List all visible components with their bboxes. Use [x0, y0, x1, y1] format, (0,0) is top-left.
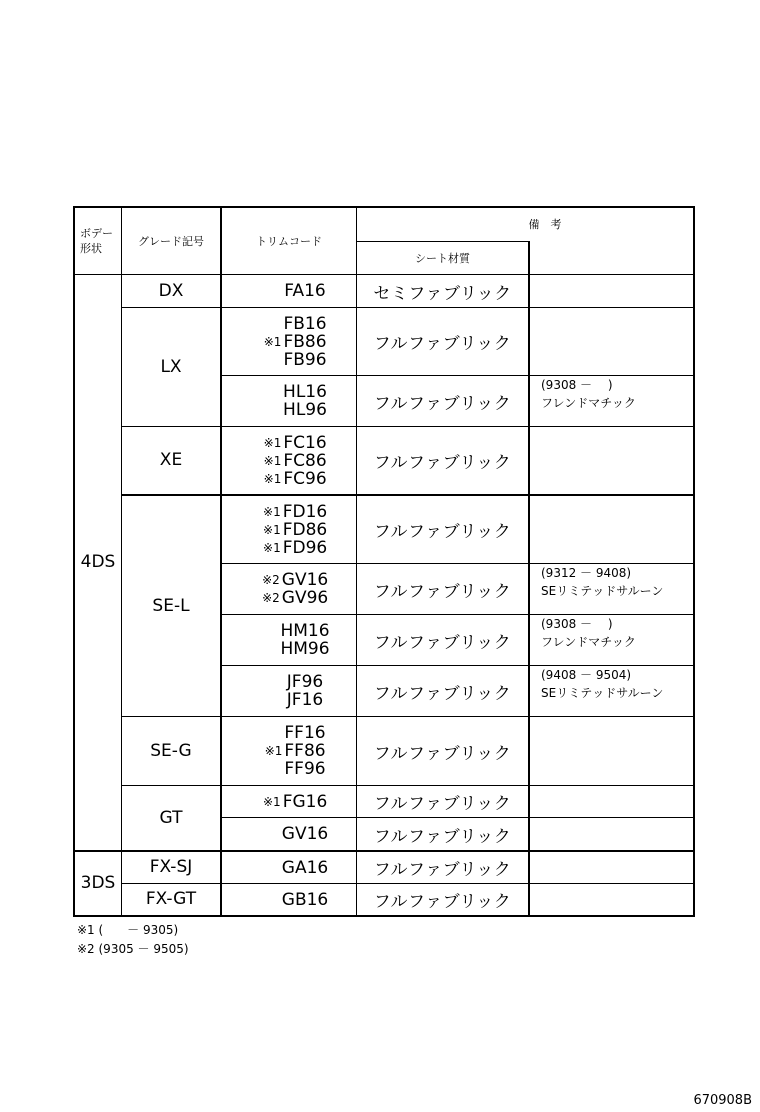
footnote-mark: [255, 673, 287, 691]
remark-period: (9308 － ): [541, 617, 613, 631]
trim-code-value: FB86: [283, 331, 327, 352]
trim-code-value: FF86: [284, 741, 326, 761]
trim-code-cell: [222, 852, 356, 883]
footnote-mark: [252, 282, 284, 300]
trim-code: [251, 452, 326, 470]
trim-code-cell: [222, 427, 356, 494]
footnote-mark: ※1: [263, 540, 281, 555]
seat-material: フルファブリック: [373, 393, 512, 414]
footnote-mark: [251, 351, 283, 369]
trim-code-value: FB96: [283, 349, 327, 370]
trim-code: [250, 825, 328, 843]
trim-code-value: GV16: [281, 824, 329, 844]
seat-material: フルファブリック: [373, 743, 512, 764]
trim-code-value: HL96: [283, 400, 327, 420]
document-id: 670908B: [693, 1093, 752, 1108]
trim-code-value: GB16: [281, 889, 329, 910]
trim-code: [250, 891, 328, 909]
trim-code-value: FD16: [282, 501, 328, 522]
remark-period: (9408 － 9504): [541, 668, 632, 682]
trim-code: [251, 434, 326, 452]
footnote-mark: ※1: [263, 435, 282, 450]
trim-code-value: HM16: [280, 621, 330, 641]
trim-code-cell: [222, 786, 356, 817]
grade-fx-sj: FX-SJ: [149, 857, 193, 877]
trim-code-value: HL16: [283, 382, 327, 402]
trim-code-value: FB16: [283, 313, 327, 334]
trim-code: [252, 760, 325, 778]
trim-code-value: GV96: [281, 588, 329, 608]
seat-material: フルファブリック: [373, 826, 512, 847]
trim-code-value: FA16: [284, 281, 326, 301]
trim-code: [250, 859, 328, 877]
remark-note: フレンドマチック: [541, 396, 636, 410]
grade-xe: XE: [159, 450, 183, 470]
trim-code-cell: [222, 564, 356, 614]
header-body-shape-line2: 形状: [80, 242, 102, 255]
trim-code: [248, 622, 329, 640]
seat-material: フルファブリック: [373, 860, 512, 880]
trim-code: [251, 793, 328, 811]
footnote-mark: [251, 383, 283, 401]
trim-code: [251, 539, 328, 557]
footnote-2: ※2 (9305 － 9505): [77, 942, 189, 956]
table-border-bottom: [73, 915, 695, 917]
remark-cell: [530, 666, 693, 716]
footnote-mark: ※1: [263, 453, 282, 468]
grade-fx-gt: FX-GT: [145, 889, 197, 909]
trim-code-cell: [222, 496, 356, 563]
header-grade-code: グレード記号: [138, 234, 204, 248]
trim-code: [251, 503, 328, 521]
trim-code-value: JF16: [286, 690, 324, 710]
seat-material: セミファブリック: [373, 283, 512, 304]
seat-material: フルファブリック: [373, 522, 512, 542]
footnote-mark: [250, 859, 282, 877]
trim-code-value: FD96: [282, 537, 328, 558]
seat-material: フルファブリック: [373, 581, 512, 602]
footnote-mark: [252, 760, 284, 778]
trim-code-value: FF16: [284, 723, 326, 743]
trim-code: [251, 401, 327, 419]
grade-gt: GT: [159, 807, 183, 828]
grade-dx: DX: [158, 280, 184, 301]
trim-code: [248, 640, 329, 658]
remark-cell: [530, 564, 693, 614]
footnote-mark: ※1: [264, 744, 283, 758]
trim-code: [251, 383, 327, 401]
trim-code-cell: [222, 376, 356, 426]
seat-material: フルファブリック: [373, 892, 512, 912]
seat-material: フルファブリック: [373, 453, 512, 473]
trim-code-value: GV16: [281, 570, 329, 590]
header-trim-code: トリムコード: [256, 234, 322, 248]
remark-period: (9308 － ): [541, 378, 613, 392]
trim-code-value: FC96: [283, 468, 327, 489]
trim-code-value: FC86: [283, 450, 327, 471]
footnote-mark: ※1: [263, 794, 281, 809]
trim-code-value: GA16: [281, 857, 329, 878]
remark-note: フレンドマチック: [541, 635, 636, 649]
trim-code: [251, 470, 326, 488]
trim-code: [255, 673, 323, 691]
footnote-mark: ※1: [263, 504, 281, 519]
footnote-mark: [251, 315, 283, 333]
trim-code-value: HM96: [280, 639, 330, 659]
remark-note: SEリミテッドサルーン: [541, 686, 664, 700]
trim-code-cell: [222, 615, 356, 665]
seat-material: フルファブリック: [373, 632, 512, 653]
grade-se-g: SE-G: [150, 740, 192, 761]
trim-code-cell: [222, 717, 356, 785]
trim-code-value: JF96: [286, 672, 324, 692]
grade-lx: LX: [160, 356, 182, 377]
trim-code: [252, 742, 325, 760]
trim-code-cell: [222, 818, 356, 850]
footnote-mark: ※1: [263, 334, 282, 349]
footnote-mark: ※1: [263, 522, 281, 537]
trim-code: [251, 351, 326, 369]
body-shape-4ds: 4DS: [80, 552, 116, 572]
trim-code-cell: [222, 884, 356, 915]
footnote-mark: [248, 622, 280, 640]
footnote-mark: [252, 724, 284, 742]
remark-period: (9312 － 9408): [541, 566, 632, 580]
seat-material: フルファブリック: [373, 794, 512, 814]
table-border-right: [693, 206, 695, 917]
footnote-mark: ※2: [262, 573, 280, 587]
trim-code: [255, 691, 323, 709]
trim-code: [252, 282, 325, 300]
header-remarks: 備 考: [528, 218, 562, 231]
trim-code: [251, 333, 326, 351]
trim-code: [251, 521, 328, 539]
trim-code-value: FC16: [283, 432, 327, 453]
footnote-mark: [255, 691, 287, 709]
footnote-1: ※1 ( － 9305): [77, 923, 179, 937]
trim-code-cell: [222, 308, 356, 375]
remark-cell: [530, 376, 693, 426]
trim-code-value: FG16: [282, 791, 328, 812]
grade-se-l: SE-L: [152, 595, 190, 616]
footnote-mark: [248, 640, 280, 658]
seat-material: フルファブリック: [373, 334, 512, 354]
header-seat-material: シート材質: [415, 251, 470, 265]
trim-code: [251, 315, 326, 333]
trim-code: [252, 724, 325, 742]
footnote-mark: ※1: [263, 471, 282, 486]
remark-note: SEリミテッドサルーン: [541, 584, 664, 598]
footnote-mark: [250, 891, 282, 909]
trim-code-cell: [222, 666, 356, 716]
trim-code-value: FD86: [282, 519, 328, 540]
footnote-mark: [251, 401, 283, 419]
body-shape-3ds: 3DS: [80, 873, 116, 893]
trim-code: [250, 589, 328, 607]
trim-code: [250, 571, 328, 589]
footnote-mark: [250, 825, 282, 843]
header-body-shape: [75, 208, 121, 274]
header-body-shape-line1: ボデー: [80, 227, 113, 240]
seat-material: フルファブリック: [373, 683, 512, 704]
remark-cell: [530, 615, 693, 665]
trim-code-cell: [222, 275, 356, 307]
footnote-mark: ※2: [262, 591, 280, 605]
trim-code-value: FF96: [284, 759, 326, 779]
